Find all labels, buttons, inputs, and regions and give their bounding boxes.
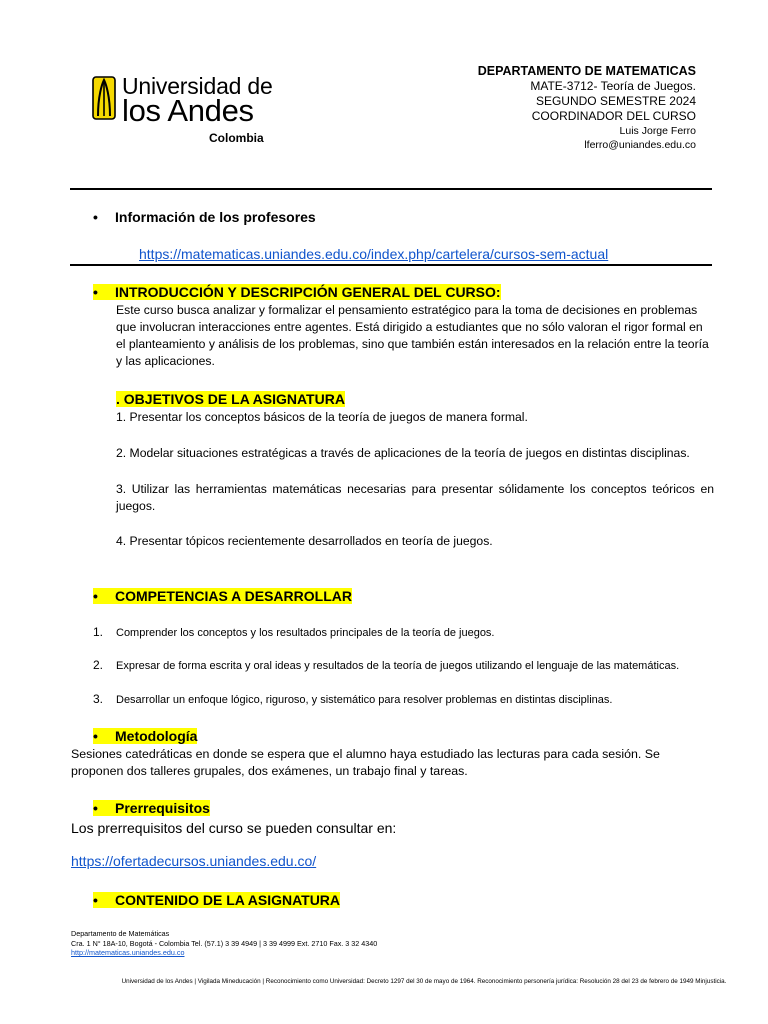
competencia-item xyxy=(93,625,495,640)
bullet: • xyxy=(93,800,98,816)
footer-legal: Universidad de los Andes | Vigilada Mineducación | Reconocimiento como Universidad: Decreto 1297 del 30 de mayo de 1964. Reconocimiento personería jurídica: Resolución 28 del 23 de febrero de 1949 Minjusticia. xyxy=(121,978,727,985)
footer-department: Departamento de Matemáticas xyxy=(71,929,170,938)
item-number: 2. xyxy=(93,658,104,672)
section-intro-heading xyxy=(93,283,501,301)
coordinator-title: COORDINADOR DEL CURSO xyxy=(531,109,696,123)
bullet: • xyxy=(93,209,98,225)
metodologia-paragraph: Sesiones catedráticas en donde se espera que el alumno haya estudiado las lecturas para cada sesión. Se proponen dos talleres grupales, dos exámenes, un trabajo final y tareas. xyxy=(71,747,660,778)
competencia-item xyxy=(93,658,679,673)
item-text: Desarrollar un enfoque lógico, riguroso, y sistemático para resolver problemas en distintas disciplinas. xyxy=(116,694,613,706)
section-title: CONTENIDO DE LA ASIGNATURA xyxy=(115,892,341,908)
section-rule xyxy=(70,264,712,266)
section-contenido-heading xyxy=(93,891,340,909)
bullet: • xyxy=(93,284,98,300)
section-title: COMPETENCIAS A DESARROLLAR xyxy=(115,588,352,604)
semester: SEGUNDO SEMESTRE 2024 xyxy=(535,94,696,108)
section-title: INTRODUCCIÓN Y DESCRIPCIÓN GENERAL DEL CURSO: xyxy=(115,284,501,300)
section-title: Metodología xyxy=(115,728,198,744)
objetivo-item: 4. Presentar tópicos recientemente desarrollados en teoría de juegos. xyxy=(116,534,493,548)
objetivo-item: 2. Modelar situaciones estratégicas a través de aplicaciones de la teoría de juegos en distintas disciplinas. xyxy=(116,446,690,460)
section-prerrequisitos-heading xyxy=(93,799,210,817)
section-profesores-heading xyxy=(93,208,316,226)
objetivo-item: 3. Utilizar las herramientas matemáticas necesarias para presentar sólidamente los conceptos teóricos en juegos. xyxy=(116,482,714,513)
university-logo xyxy=(92,74,292,146)
coordinator-name: Luis Jorge Ferro xyxy=(619,125,696,137)
section-competencias-heading xyxy=(93,587,352,605)
footer-contact: Cra. 1 N° 18A-10, Bogotá - Colombia Tel. (57.1) 3 39 4949 | 3 39 4999 Ext. 2710 Fax. 3 32 4340 xyxy=(71,938,378,948)
item-text: Comprender los conceptos y los resultados principales de la teoría de juegos. xyxy=(116,627,495,639)
bullet: • xyxy=(93,892,98,908)
section-title: Información de los profesores xyxy=(115,209,316,225)
header-info xyxy=(478,64,696,152)
intro-paragraph: Este curso busca analizar y formalizar el pensamiento estratégico para la toma de decisiones en problemas que involucran interacciones entre agentes. Está dirigido a estudiantes que no sólo valoran el rigor formal en el planteamiento y análisis de los problemas, sino que también están interesados en la relación entre la teoría y las aplicaciones. xyxy=(116,303,709,368)
section-title: . OBJETIVOS DE LA ASIGNATURA xyxy=(116,391,345,407)
logo-line-2: los Andes xyxy=(122,93,254,128)
footer-address xyxy=(71,929,377,958)
logo-emblem-icon xyxy=(92,76,116,120)
department-name: DEPARTAMENTO DE MATEMATICAS xyxy=(477,64,696,78)
header-rule xyxy=(70,188,712,190)
bullet: • xyxy=(93,728,98,744)
bullet: • xyxy=(93,588,98,604)
section-objetivos-heading xyxy=(116,390,345,408)
logo-line-3: Colombia xyxy=(209,131,264,145)
profesores-link[interactable]: https://matematicas.uniandes.edu.co/index.php/cartelera/cursos-sem-actual xyxy=(139,246,609,262)
competencia-item xyxy=(93,692,612,707)
logo-line-1: Universidad de xyxy=(122,73,273,99)
item-number: 3. xyxy=(93,692,104,706)
section-metodologia-heading xyxy=(93,727,197,745)
course-code: MATE-3712- Teoría de Juegos. xyxy=(530,79,696,93)
item-number: 1. xyxy=(93,625,104,639)
objetivo-item: 1. Presentar los conceptos básicos de la teoría de juegos de manera formal. xyxy=(116,410,528,424)
prerrequisitos-text: Los prerrequisitos del curso se pueden consultar en: xyxy=(71,820,397,836)
footer-link[interactable]: http://matematicas.uniandes.edu.co xyxy=(71,948,185,957)
coordinator-email: lferro@uniandes.edu.co xyxy=(584,139,696,151)
oferta-cursos-link[interactable]: https://ofertadecursos.uniandes.edu.co/ xyxy=(71,853,317,869)
item-text: Expresar de forma escrita y oral ideas y resultados de la teoría de juegos utilizando el lenguaje de las matemáticas. xyxy=(116,660,680,672)
section-title: Prerrequisitos xyxy=(115,800,210,816)
